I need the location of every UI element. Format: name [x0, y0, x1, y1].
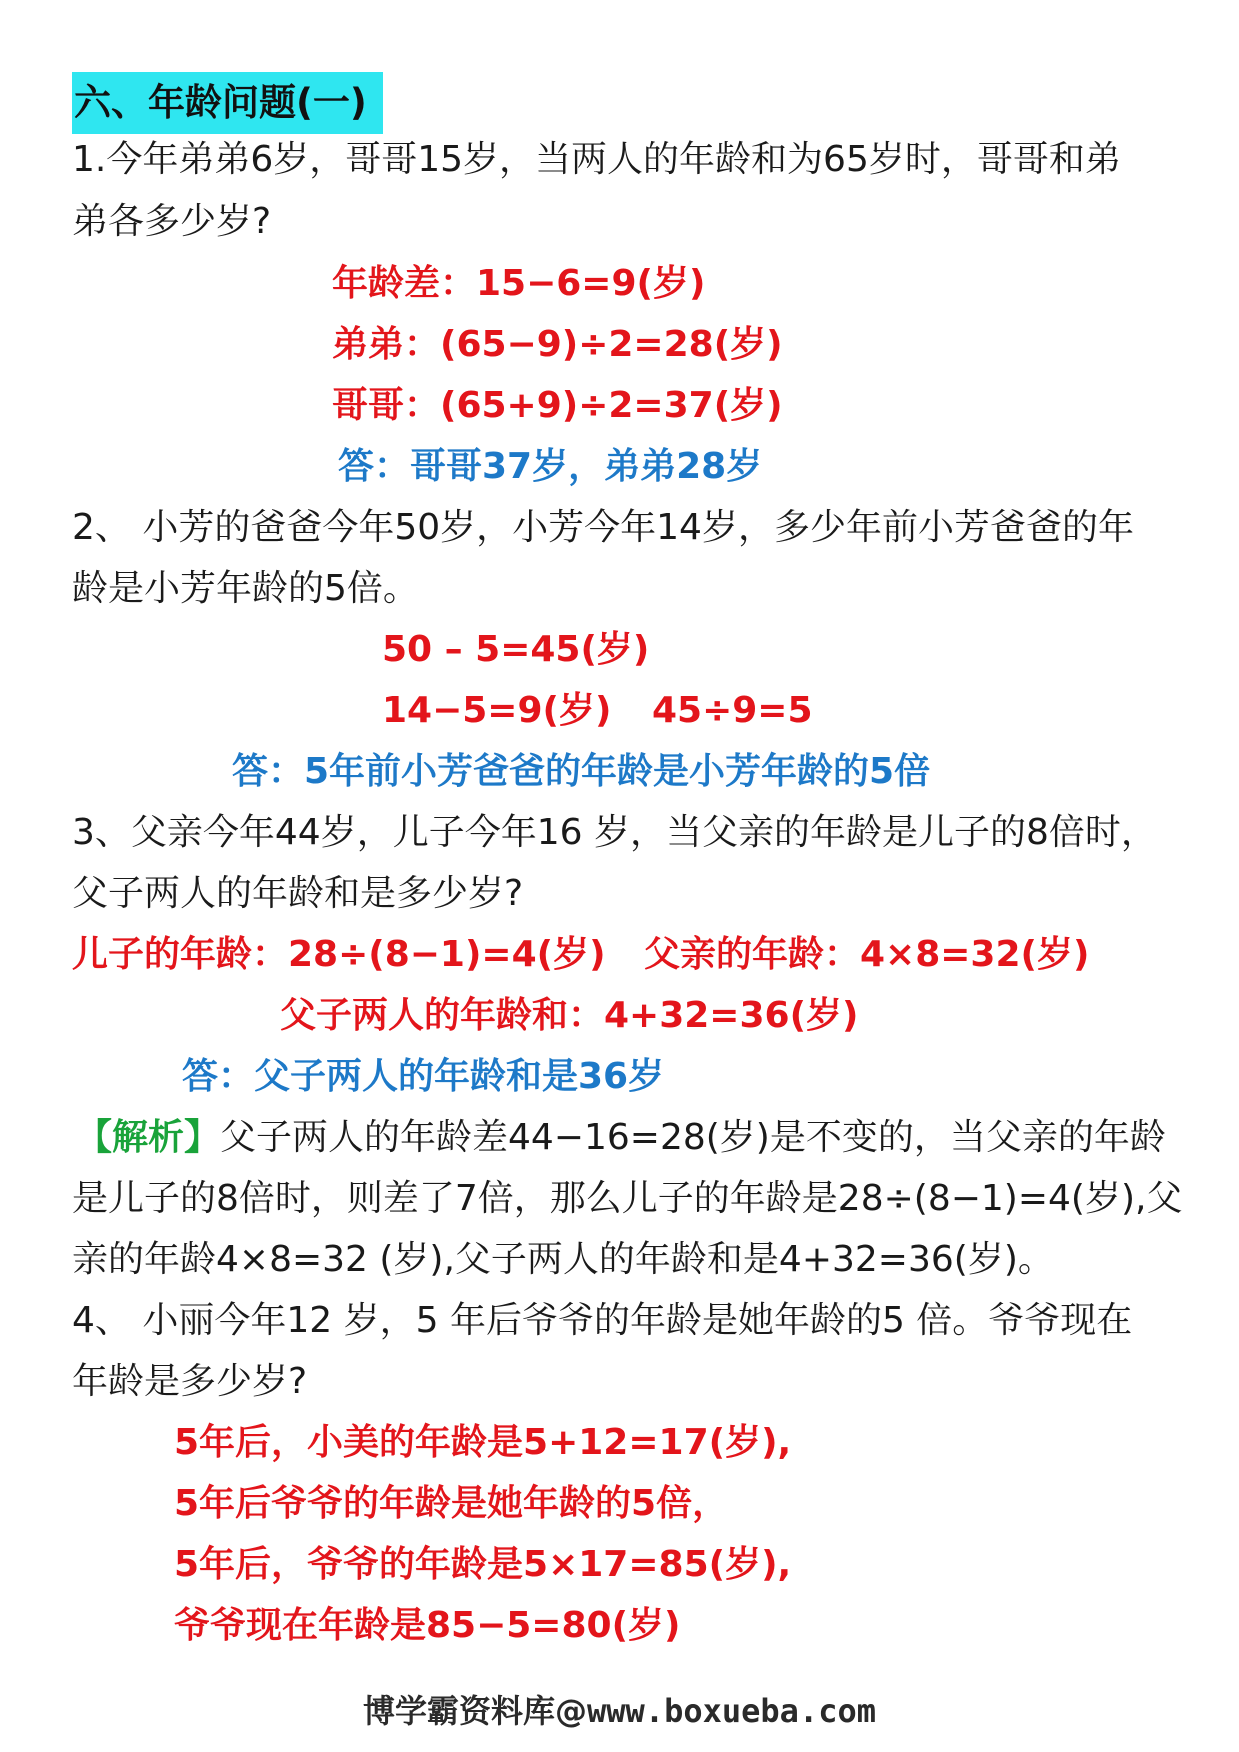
- problem-4-question-line-1: 4、 小丽今年12 岁，5 年后爷爷的年龄是她年龄的5 倍。爷爷现在: [72, 1300, 1133, 1341]
- problem-3-step-1: 儿子的年龄：28÷(8−1)=4(岁): [72, 934, 606, 975]
- problem-2-step-2: 14−5=9(岁): [382, 690, 612, 731]
- problem-3-analysis-label: 【解析】: [76, 1117, 221, 1158]
- problem-1-step-2: 弟弟：(65−9)÷2=28(岁): [332, 324, 783, 365]
- footer-watermark: [0, 1686, 1239, 1732]
- problem-1-answer: 答：哥哥37岁，弟弟28岁: [338, 446, 763, 487]
- problem-1-question-line-2: 弟各多少岁?: [72, 201, 272, 242]
- footer-site-name: 博学霸资料库@: [363, 1692, 588, 1730]
- problem-4-step-3: 5年后，爷爷的年龄是5×17=85(岁),: [174, 1544, 792, 1585]
- problem-4-step-1: 5年后，小美的年龄是5+12=17(岁),: [174, 1422, 792, 1463]
- problem-1-step-3: 哥哥：(65+9)÷2=37(岁): [332, 385, 783, 426]
- problem-2-question-line-1: 2、 小芳的爸爸今年50岁，小芳今年14岁，多少年前小芳爸爸的年: [72, 507, 1134, 548]
- problem-2-step-3: 45÷9=5: [652, 690, 813, 731]
- problem-1-step-1: 年龄差：15−6=9(岁): [332, 263, 706, 304]
- problem-3-step-3: 父子两人的年龄和：4+32=36(岁): [280, 995, 859, 1036]
- problem-2-step-1: 50 – 5=45(岁): [382, 629, 650, 670]
- problem-3-question-line-2: 父子两人的年龄和是多少岁?: [72, 873, 524, 914]
- problem-3-question-line-1: 3、父亲今年44岁，儿子今年16 岁，当父亲的年龄是儿子的8倍时，: [72, 812, 1157, 853]
- problem-4-step-4: 爷爷现在年龄是85−5=80(岁): [174, 1605, 681, 1646]
- page-title: 六、年龄问题(一): [72, 72, 383, 134]
- problem-4-step-2: 5年后爷爷的年龄是她年龄的5倍，: [174, 1483, 729, 1524]
- problem-4-question-line-2: 年龄是多少岁?: [72, 1361, 308, 1402]
- problem-1-question-line-1: 1.今年弟弟6岁，哥哥15岁，当两人的年龄和为65岁时，哥哥和弟: [72, 139, 1121, 180]
- problem-2-question-line-2: 龄是小芳年龄的5倍。: [72, 568, 419, 609]
- problem-3-analysis-line-3: 亲的年龄4×8=32 (岁),父子两人的年龄和是4+32=36(岁)。: [72, 1239, 1054, 1280]
- problem-3-step-2: 父亲的年龄：4×8=32(岁): [644, 934, 1090, 975]
- problem-3-analysis-line-1: 父子两人的年龄差44−16=28(岁)是不变的，当父亲的年龄: [220, 1117, 1166, 1158]
- footer-url: www.boxueba.com: [587, 1692, 876, 1730]
- problem-3-analysis-line-2: 是儿子的8倍时，则差了7倍，那么儿子的年龄是28÷(8−1)=4(岁),父: [72, 1178, 1183, 1219]
- problem-3-answer: 答：父子两人的年龄和是36岁: [182, 1056, 665, 1097]
- problem-2-answer: 答：5年前小芳爸爸的年龄是小芳年龄的5倍: [232, 751, 931, 792]
